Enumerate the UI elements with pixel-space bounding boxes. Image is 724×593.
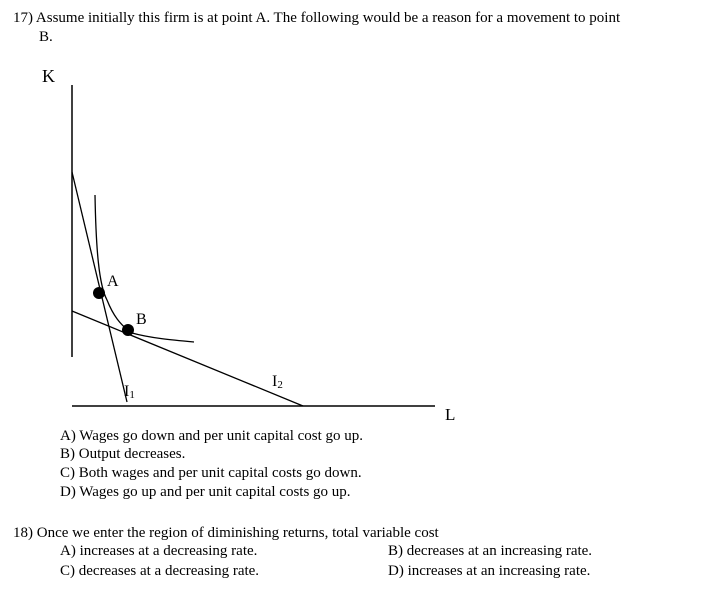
point-a-marker [93, 287, 105, 299]
isoquant2-label [272, 373, 283, 391]
point-a-label: A [107, 273, 119, 290]
question-18-option-d: D) increases at an increasing rate. [388, 563, 591, 579]
isoquant2-label-sub: 2 [277, 379, 283, 391]
question-18-option-c: C) decreases at a decreasing rate. [60, 563, 260, 579]
question-17-stem-line1: 17) Assume initially this firm is at point A. The following would be a reason for a movement to point [13, 10, 621, 26]
isocost-line-flat [72, 311, 303, 406]
isocost-line-steep [72, 172, 130, 402]
question-18-stem: 18) Once we enter the region of diminishing returns, total variable cost [13, 525, 439, 541]
isoquant1-label-main: I [124, 383, 130, 400]
x-axis-label: L [445, 405, 456, 424]
isoquant1-label [124, 383, 135, 401]
question-17-option-b: B) Output decreases. [60, 446, 186, 462]
isoquant1-label-sub: 1 [129, 389, 135, 401]
question-18-option-b: B) decreases at an increasing rate. [388, 543, 593, 559]
y-axis-label: K [42, 66, 55, 86]
question-17-stem-line2: B. [39, 29, 53, 45]
question-18-option-a: A) increases at a decreasing rate. [60, 543, 258, 559]
point-b-marker [122, 324, 134, 336]
point-b-label: B [136, 311, 147, 328]
question-17-option-a: A) Wages go down and per unit capital cost go up. [60, 428, 364, 444]
question-17-option-c: C) Both wages and per unit capital costs go down. [60, 465, 362, 481]
question-17-option-d: D) Wages go up and per unit capital costs go up. [60, 484, 351, 500]
isoquant2-label-main: I [272, 373, 278, 390]
